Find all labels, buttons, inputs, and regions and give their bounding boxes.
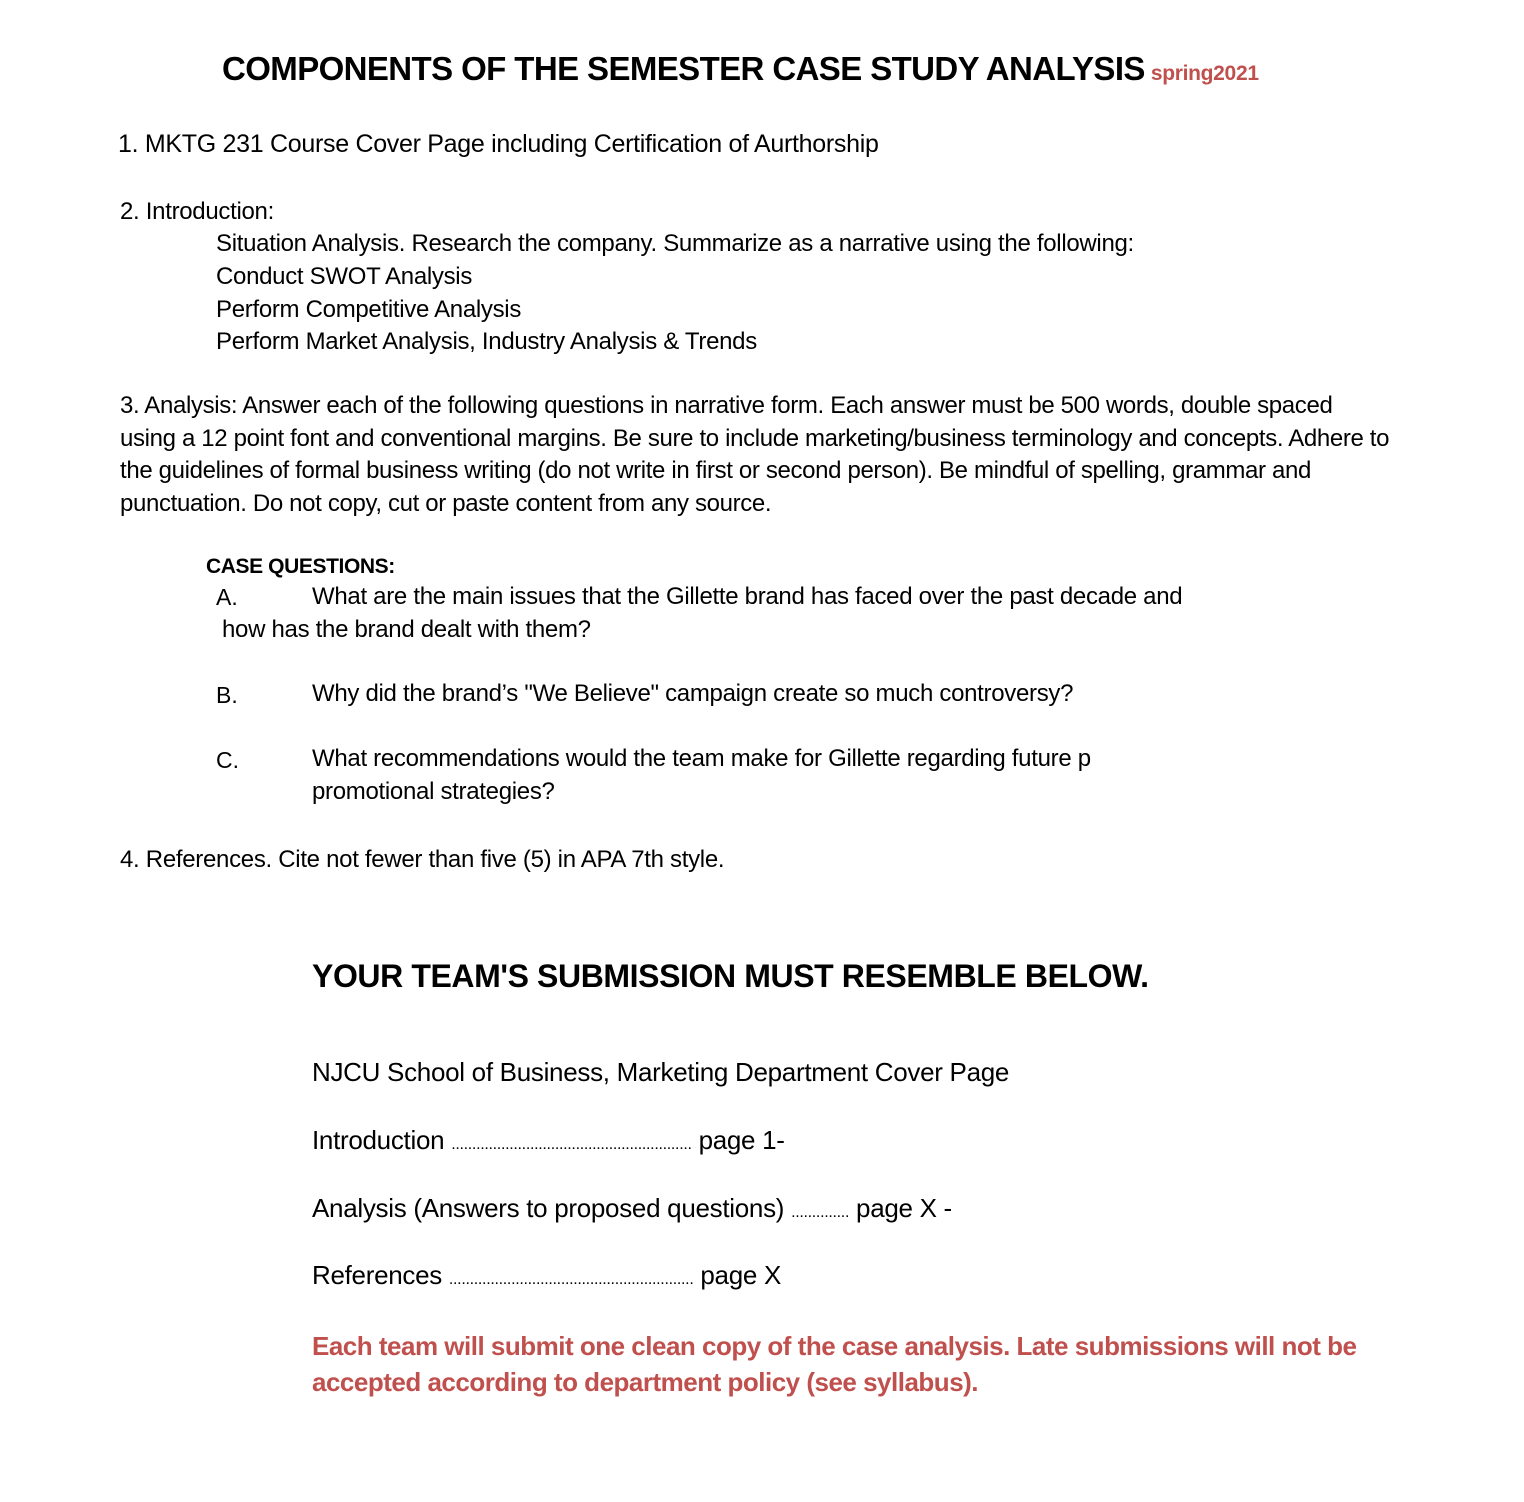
case-questions-heading: CASE QUESTIONS: — [206, 555, 395, 578]
toc-dots: .............. — [791, 1204, 850, 1221]
toc-label: Introduction — [312, 1125, 452, 1155]
toc-row-analysis — [312, 1193, 952, 1224]
cover-page-line: NJCU School of Business, Marketing Department Cover Page — [312, 1057, 1010, 1087]
toc-label: Analysis (Answers to proposed questions) — [312, 1193, 792, 1223]
intro-line-competitive: Perform Competitive Analysis — [216, 296, 522, 323]
question-text: Why did the brand’s "We Believe" campaign create so much controversy? — [312, 680, 1074, 707]
document-title — [222, 50, 1259, 88]
question-letter: C. — [216, 747, 239, 773]
intro-line-swot: Conduct SWOT Analysis — [216, 263, 473, 290]
item-introduction-heading: 2. Introduction: — [120, 198, 274, 225]
toc-page: page X - — [849, 1193, 952, 1223]
question-text-continued: how has the brand dealt with them? — [222, 616, 591, 643]
intro-line-situation: Situation Analysis. Research the company. Summarize as a narrative using the following: — [216, 230, 1134, 257]
title-main: COMPONENTS OF THE SEMESTER CASE STUDY ANALYSIS — [222, 50, 1145, 87]
toc-row-introduction — [312, 1125, 785, 1156]
question-text: What are the main issues that the Gillette brand has faced over the past decade and — [312, 583, 1183, 610]
toc-row-references — [312, 1260, 781, 1291]
toc-label: References — [312, 1260, 449, 1290]
submission-heading: YOUR TEAM'S SUBMISSION MUST RESEMBLE BELOW. — [312, 958, 1149, 994]
item-references: 4. References. Cite not fewer than five (5) in APA 7th style. — [120, 846, 725, 873]
question-text-continued: promotional strategies? — [312, 778, 555, 805]
toc-dots: ........................................................... — [448, 1271, 694, 1288]
late-submission-notice: Each team will submit one clean copy of the case analysis. Late submissions will not be accepted according to department policy (see syllabus). — [312, 1331, 1357, 1397]
intro-line-market: Perform Market Analysis, Industry Analysis & Trends — [216, 328, 757, 355]
item-analysis-paragraph: 3. Analysis: Answer each of the following questions in narrative form. Each answer must be 500 words, double spaced using a 12 point font and conventional margins. Be sure to include marketing/business terminology and concepts. Adhere to the guidelines of formal business writing (do not write in first or second person). Be mindful of spelling, grammar and punctuation. Do not copy, cut or paste content from any source. — [120, 392, 1390, 517]
toc-page: page X — [693, 1260, 781, 1290]
question-text: What recommendations would the team make for Gillette regarding future p — [312, 745, 1091, 772]
item-cover-page: 1. MKTG 231 Course Cover Page including Certification of Aurthorship — [118, 130, 879, 158]
toc-page: page 1- — [691, 1125, 785, 1155]
question-letter: A. — [216, 584, 238, 610]
question-letter: B. — [216, 682, 238, 708]
toc-dots: .......................................................... — [451, 1136, 692, 1153]
semester-tag: spring2021 — [1150, 62, 1259, 85]
